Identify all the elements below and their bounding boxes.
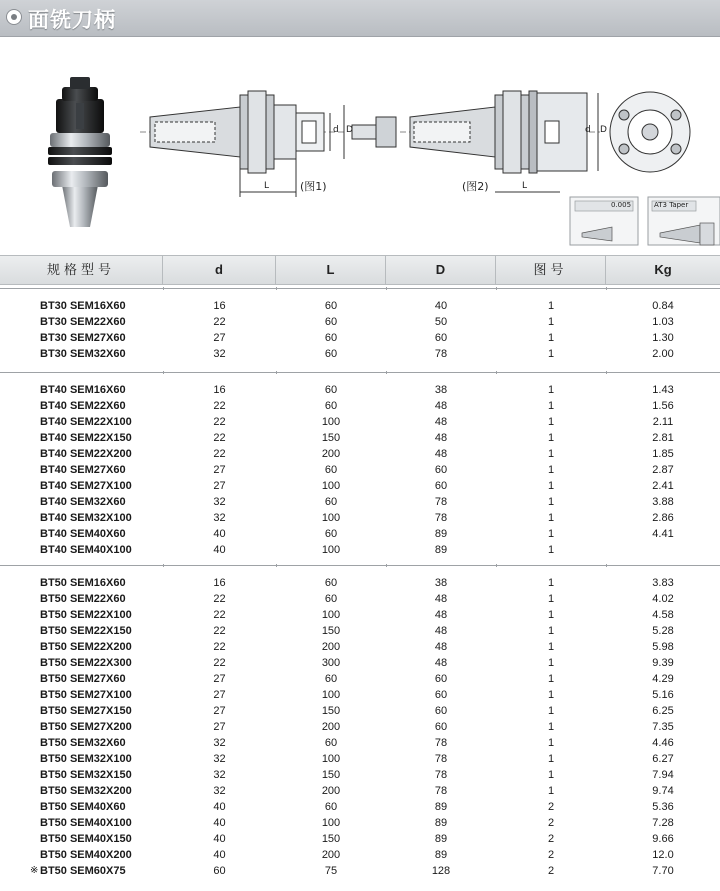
cell-D: 48 <box>434 625 448 637</box>
cell-model: BT40 SEM40X60 <box>40 528 126 540</box>
cell-d: 22 <box>213 657 226 669</box>
table-row <box>0 414 720 430</box>
table-header <box>0 255 720 285</box>
cell-fig: 1 <box>547 705 555 717</box>
cell-D: 89 <box>434 817 448 829</box>
cell-L: 100 <box>321 480 341 492</box>
cell-kg: 12.0 <box>652 849 674 861</box>
table-row <box>0 526 720 542</box>
table-row <box>0 783 720 799</box>
cell-D: 89 <box>434 833 448 845</box>
cell-fig: 1 <box>547 432 555 444</box>
cell-fig: 1 <box>547 593 555 605</box>
cell-kg: 5.36 <box>652 801 674 813</box>
cell-kg: 2.11 <box>652 416 674 428</box>
cell-D: 60 <box>434 673 448 685</box>
page-title: 面铣刀柄 <box>28 9 116 32</box>
column-tick <box>386 371 387 374</box>
table-row <box>0 382 720 398</box>
cell-model: BT50 SEM16X60 <box>40 577 126 589</box>
cell-L: 60 <box>324 577 338 589</box>
cell-D: 48 <box>434 448 448 460</box>
cell-kg: 7.70 <box>652 865 674 877</box>
cell-D: 48 <box>434 641 448 653</box>
cell-d: 27 <box>213 464 226 476</box>
cell-D: 60 <box>434 332 448 344</box>
cell-L: 60 <box>324 332 338 344</box>
column-tick <box>276 371 277 374</box>
cell-d: 16 <box>213 577 226 589</box>
cell-fig: 1 <box>547 496 555 508</box>
table-row <box>0 510 720 526</box>
cell-d: 16 <box>213 300 226 312</box>
cell-model: BT50 SEM22X300 <box>40 657 132 669</box>
table-row <box>0 478 720 494</box>
cell-kg: 4.02 <box>652 593 674 605</box>
fig2-drawing <box>400 91 690 192</box>
cell-D: 89 <box>434 801 448 813</box>
cell-L: 150 <box>321 769 341 781</box>
cell-kg: 5.16 <box>652 689 674 701</box>
cell-L: 100 <box>321 689 341 701</box>
cell-L: 60 <box>324 801 338 813</box>
cell-model: BT50 SEM27X100 <box>40 689 132 701</box>
cell-kg: 7.94 <box>652 769 674 781</box>
cell-L: 150 <box>321 833 341 845</box>
header-model: 规格型号 <box>0 256 163 284</box>
table-row <box>0 346 720 362</box>
group-separator <box>0 288 720 289</box>
cell-model: BT50 SEM40X60 <box>40 801 126 813</box>
group-separator <box>0 565 720 566</box>
fig1-label: (图1) <box>300 180 327 193</box>
dim-L-label: L <box>264 181 270 191</box>
table-row <box>0 703 720 719</box>
cell-kg: 6.25 <box>652 705 674 717</box>
table-row <box>0 687 720 703</box>
table-row <box>0 462 720 478</box>
cell-D: 60 <box>434 705 448 717</box>
cell-D: 48 <box>434 593 448 605</box>
inset1-text: 0.005 <box>611 201 632 209</box>
cell-kg: 5.28 <box>652 625 674 637</box>
table-row <box>0 298 720 314</box>
cell-d: 32 <box>213 348 226 360</box>
cell-D: 78 <box>434 348 448 360</box>
cell-kg: 2.00 <box>652 348 674 360</box>
cell-L: 60 <box>324 300 338 312</box>
cell-kg: 9.74 <box>652 785 674 797</box>
cell-fig: 1 <box>547 464 555 476</box>
cell-fig: 1 <box>547 528 555 540</box>
cell-L: 100 <box>321 544 341 556</box>
cell-d: 40 <box>213 528 226 540</box>
cell-fig: 1 <box>547 577 555 589</box>
table-row <box>0 446 720 462</box>
cell-model: BT40 SEM32X60 <box>40 496 126 508</box>
cell-L: 100 <box>321 512 341 524</box>
cell-model: BT40 SEM27X60 <box>40 464 126 476</box>
table-row <box>0 542 720 558</box>
cell-d: 32 <box>213 737 226 749</box>
cell-fig: 1 <box>547 769 555 781</box>
cell-model: BT50 SEM60X75 <box>40 865 126 877</box>
cell-kg: 3.88 <box>652 496 674 508</box>
column-tick <box>496 371 497 374</box>
cell-model: BT50 SEM32X60 <box>40 737 126 749</box>
cell-L: 60 <box>324 400 338 412</box>
title-bar <box>0 0 720 37</box>
cell-D: 40 <box>434 300 448 312</box>
cell-D: 60 <box>434 480 448 492</box>
cell-D: 89 <box>434 544 448 556</box>
column-tick <box>386 287 387 290</box>
cell-L: 200 <box>321 849 341 861</box>
cell-fig: 1 <box>547 416 555 428</box>
cell-L: 60 <box>324 316 338 328</box>
column-tick <box>386 564 387 567</box>
cell-L: 60 <box>324 528 338 540</box>
dim-D-label: D <box>346 125 353 135</box>
technical-drawings <box>0 37 720 253</box>
cell-fig: 1 <box>547 737 555 749</box>
cell-model: BT50 SEM22X150 <box>40 625 132 637</box>
cell-D: 38 <box>434 577 448 589</box>
table-row <box>0 591 720 607</box>
cell-d: 22 <box>213 625 226 637</box>
cell-D: 60 <box>434 464 448 476</box>
table-row <box>0 398 720 414</box>
table-row <box>0 494 720 510</box>
tool-holder-photo <box>48 77 112 227</box>
header-d: d <box>163 256 276 284</box>
cell-model: BT40 SEM16X60 <box>40 384 126 396</box>
cell-model: BT50 SEM40X100 <box>40 817 132 829</box>
cell-d: 22 <box>213 593 226 605</box>
cell-fig: 1 <box>547 332 555 344</box>
cell-D: 48 <box>434 400 448 412</box>
cell-fig: 1 <box>547 448 555 460</box>
cell-model: BT50 SEM27X150 <box>40 705 132 717</box>
cell-d: 22 <box>213 400 226 412</box>
cell-fig: 1 <box>547 721 555 733</box>
cell-kg: 4.29 <box>652 673 674 685</box>
cell-fig: 1 <box>547 316 555 328</box>
cell-d: 60 <box>213 865 226 877</box>
header-D: D <box>386 256 496 284</box>
cell-kg: 5.98 <box>652 641 674 653</box>
cell-fig: 2 <box>547 817 555 829</box>
table-row <box>0 767 720 783</box>
cell-kg: 4.46 <box>652 737 674 749</box>
column-tick <box>606 287 607 290</box>
bullet-icon <box>6 9 22 25</box>
cell-model: BT40 SEM22X60 <box>40 400 126 412</box>
column-tick <box>163 564 164 567</box>
cell-fig: 1 <box>547 657 555 669</box>
cell-fig: 2 <box>547 833 555 845</box>
column-tick <box>163 371 164 374</box>
cell-d: 27 <box>213 332 226 344</box>
cell-D: 78 <box>434 737 448 749</box>
cell-d: 27 <box>213 721 226 733</box>
column-tick <box>606 371 607 374</box>
cell-model: BT50 SEM32X150 <box>40 769 132 781</box>
cell-L: 100 <box>321 753 341 765</box>
cell-kg: 1.43 <box>652 384 674 396</box>
column-tick <box>276 564 277 567</box>
cell-model: BT30 SEM32X60 <box>40 348 126 360</box>
cell-L: 150 <box>321 432 341 444</box>
table-row <box>0 575 720 591</box>
cell-D: 78 <box>434 753 448 765</box>
cell-model: BT40 SEM22X100 <box>40 416 132 428</box>
cell-kg: 4.58 <box>652 609 674 621</box>
cell-L: 60 <box>324 384 338 396</box>
table-row <box>0 314 720 330</box>
cell-d: 40 <box>213 544 226 556</box>
column-tick <box>606 564 607 567</box>
cell-d: 32 <box>213 496 226 508</box>
cell-D: 89 <box>434 528 448 540</box>
column-tick <box>163 287 164 290</box>
cell-model: BT50 SEM40X200 <box>40 849 132 861</box>
dim-d-label: d <box>333 125 339 135</box>
cell-d: 32 <box>213 753 226 765</box>
header-fig: 图号 <box>496 256 606 284</box>
table-row <box>0 607 720 623</box>
cell-D: 60 <box>434 689 448 701</box>
cell-D: 128 <box>431 865 451 877</box>
figure-area <box>0 37 720 253</box>
cell-model: BT50 SEM40X150 <box>40 833 132 845</box>
dim-d2-label: d <box>585 125 591 135</box>
cell-d: 16 <box>213 384 226 396</box>
cell-L: 60 <box>324 496 338 508</box>
cell-model: BT50 SEM32X200 <box>40 785 132 797</box>
table-row <box>0 735 720 751</box>
table-row <box>0 671 720 687</box>
cell-fig: 1 <box>547 625 555 637</box>
cell-d: 22 <box>213 641 226 653</box>
cell-fig: 1 <box>547 753 555 765</box>
cell-model: BT50 SEM27X200 <box>40 721 132 733</box>
cell-kg: 9.39 <box>652 657 674 669</box>
cell-fig: 1 <box>547 480 555 492</box>
cell-fig: 1 <box>547 512 555 524</box>
table-row <box>0 719 720 735</box>
cell-fig: 1 <box>547 300 555 312</box>
table-row <box>0 330 720 346</box>
cell-d: 40 <box>213 801 226 813</box>
cell-L: 100 <box>321 609 341 621</box>
cell-d: 22 <box>213 416 226 428</box>
dim-D2-label: D <box>600 125 607 135</box>
cell-fig: 1 <box>547 609 555 621</box>
cell-L: 60 <box>324 673 338 685</box>
cell-fig: 1 <box>547 785 555 797</box>
cell-d: 32 <box>213 769 226 781</box>
cell-model: BT50 SEM22X100 <box>40 609 132 621</box>
cell-D: 89 <box>434 849 448 861</box>
cell-fig: 1 <box>547 400 555 412</box>
cell-fig: 2 <box>547 849 555 861</box>
column-tick <box>276 287 277 290</box>
table-row <box>0 623 720 639</box>
cell-D: 78 <box>434 785 448 797</box>
cell-model: BT30 SEM27X60 <box>40 332 126 344</box>
table-row <box>0 799 720 815</box>
cell-kg: 2.41 <box>652 480 674 492</box>
cell-fig: 1 <box>547 348 555 360</box>
table-row <box>0 831 720 847</box>
cell-D: 78 <box>434 496 448 508</box>
cell-kg: 0.84 <box>652 300 674 312</box>
cell-fig: 1 <box>547 673 555 685</box>
column-tick <box>496 287 497 290</box>
cell-d: 22 <box>213 432 226 444</box>
cell-D: 38 <box>434 384 448 396</box>
cell-d: 40 <box>213 849 226 861</box>
cell-d: 22 <box>213 609 226 621</box>
cell-kg: 2.81 <box>652 432 674 444</box>
table-row <box>0 863 720 879</box>
cell-fig: 2 <box>547 801 555 813</box>
cell-kg: 6.27 <box>652 753 674 765</box>
cell-kg: 1.30 <box>652 332 674 344</box>
cell-fig: 1 <box>547 544 555 556</box>
cell-model: BT40 SEM32X100 <box>40 512 132 524</box>
cell-D: 48 <box>434 432 448 444</box>
cell-model: BT40 SEM22X200 <box>40 448 132 460</box>
cell-L: 100 <box>321 817 341 829</box>
cell-L: 150 <box>321 625 341 637</box>
cell-d: 40 <box>213 817 226 829</box>
table-row <box>0 751 720 767</box>
header-L: L <box>276 256 386 284</box>
fig2-label: (图2) <box>462 180 489 193</box>
cell-model: BT50 SEM22X200 <box>40 641 132 653</box>
cell-D: 48 <box>434 609 448 621</box>
cell-fig: 1 <box>547 384 555 396</box>
cell-d: 27 <box>213 673 226 685</box>
cell-D: 48 <box>434 657 448 669</box>
cell-kg: 2.86 <box>652 512 674 524</box>
cell-fig: 1 <box>547 689 555 701</box>
table-row <box>0 847 720 863</box>
cell-kg: 9.66 <box>652 833 674 845</box>
cell-model: BT50 SEM22X60 <box>40 593 126 605</box>
table-row <box>0 430 720 446</box>
cell-L: 200 <box>321 721 341 733</box>
header-kg: Kg <box>654 262 672 277</box>
cell-L: 200 <box>321 641 341 653</box>
cell-kg: 4.41 <box>652 528 674 540</box>
cell-d: 32 <box>213 512 226 524</box>
table-row <box>0 815 720 831</box>
column-tick <box>496 564 497 567</box>
cell-model: BT50 SEM27X60 <box>40 673 126 685</box>
table-row <box>0 639 720 655</box>
cell-L: 75 <box>324 865 338 877</box>
cell-d: 22 <box>213 316 226 328</box>
cell-d: 22 <box>213 448 226 460</box>
cell-kg: 1.03 <box>652 316 674 328</box>
cell-D: 78 <box>434 769 448 781</box>
cell-kg: 1.56 <box>652 400 674 412</box>
cell-kg: 7.28 <box>652 817 674 829</box>
cell-model: BT50 SEM32X100 <box>40 753 132 765</box>
cell-L: 60 <box>324 348 338 360</box>
cell-d: 27 <box>213 480 226 492</box>
cell-model: BT40 SEM27X100 <box>40 480 132 492</box>
cell-L: 150 <box>321 705 341 717</box>
cell-L: 60 <box>324 737 338 749</box>
cell-d: 27 <box>213 705 226 717</box>
cell-D: 50 <box>434 316 448 328</box>
cell-L: 200 <box>321 448 341 460</box>
cell-model: BT40 SEM40X100 <box>40 544 132 556</box>
cell-d: 32 <box>213 785 226 797</box>
group-separator <box>0 372 720 373</box>
cell-L: 300 <box>321 657 341 669</box>
cell-kg: 7.35 <box>652 721 674 733</box>
note-mark: ※ <box>30 865 39 876</box>
inset2-text: AT3 Taper <box>654 201 689 209</box>
cell-kg: 1.85 <box>652 448 674 460</box>
cell-d: 40 <box>213 833 226 845</box>
cell-L: 100 <box>321 416 341 428</box>
dim-L2-label: L <box>522 181 528 191</box>
cell-kg: 3.83 <box>652 577 674 589</box>
cell-fig: 2 <box>547 865 555 877</box>
table-row <box>0 655 720 671</box>
cell-D: 48 <box>434 416 448 428</box>
cell-d: 27 <box>213 689 226 701</box>
cell-fig: 1 <box>547 641 555 653</box>
cell-D: 60 <box>434 721 448 733</box>
cell-model: BT40 SEM22X150 <box>40 432 132 444</box>
cell-L: 200 <box>321 785 341 797</box>
cell-model: BT30 SEM16X60 <box>40 300 126 312</box>
cell-kg: 2.87 <box>652 464 674 476</box>
cell-L: 60 <box>324 464 338 476</box>
cell-D: 78 <box>434 512 448 524</box>
cell-L: 60 <box>324 593 338 605</box>
cell-model: BT30 SEM22X60 <box>40 316 126 328</box>
